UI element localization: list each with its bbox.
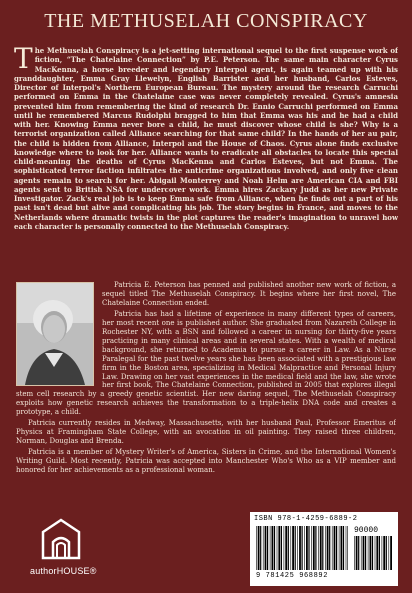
bio-paragraph: Patricia is a member of Mystery Writer's of America, Sisters in Crime, and the International Women's Writing Guild. Most recently, Patricia was accepted into Manchester Who's Who as a VIP member and honored for her achievements as a professional woman. <box>16 448 396 475</box>
barcode-bar <box>376 536 378 570</box>
barcode-bar <box>263 526 264 570</box>
barcode-bar <box>297 526 298 570</box>
barcode-bar <box>372 536 373 570</box>
barcode-bar <box>358 536 359 570</box>
barcode-bar <box>347 526 348 570</box>
price-barcode-bars <box>354 536 392 570</box>
price-code: 90000 <box>354 526 379 535</box>
barcode-bar <box>281 526 282 570</box>
authorhouse-logo-icon <box>41 518 81 560</box>
isbn-barcode <box>250 512 398 586</box>
barcode-bar <box>346 526 347 570</box>
barcode-bar <box>341 526 343 570</box>
barcode-bar <box>313 526 315 570</box>
barcode-bar <box>288 526 289 570</box>
book-title: THE METHUSELAH CONSPIRACY <box>44 10 368 32</box>
barcode-bar <box>278 526 280 570</box>
ean-digits: 9 781425 968892 <box>256 572 329 580</box>
barcode-bar <box>332 526 333 570</box>
barcode-bar <box>356 536 358 570</box>
barcode-bar <box>292 526 294 570</box>
barcode-bar <box>260 526 261 570</box>
barcode-bar <box>320 526 322 570</box>
barcode-bar <box>343 526 344 570</box>
bio-paragraph: Patricia currently resides in Medway, Massachusetts, with her husband Paul, Professor Emeritus of Physics at Framingham State College, with an avocation in oil painting. They raised three children, Norman, Douglas and Brenda. <box>16 419 396 446</box>
author-photo <box>16 282 94 386</box>
barcode-bar <box>368 536 369 570</box>
barcode-bar <box>383 536 385 570</box>
barcode-bar <box>308 526 309 570</box>
bio-paragraph: Patricia has had a lifetime of experience in many different types of careers, her most recent one is published author. She graduated from Nazareth College in Rochester NY, with a BSN and followed a career in nursing for thirty-five years practicing in many clinical areas and in several states. With a wealth of medical background, she returned to Academia to pursue a career in Law. As a Nurse Paralegal for the past twelve years she has been associated with a prestigious law firm in the Boston area, specializing in Medical Malpractice and Personal Injury Law. Drawing on her vast experiences in the medical field and the law, she wrote her first book, The Chatelaine Connection, published in 2005 that explores illegal stem cell research by a greedy genetic scientist. Her new daring sequel, The Methuselah Conspiracy exploits how genetic research achieves the transformation to a triple-helix DNA code and creates a prototype, a child. <box>16 309 396 417</box>
barcode-bars <box>256 526 348 570</box>
barcode-bar <box>267 526 268 570</box>
barcode-bar <box>354 536 355 570</box>
barcode-bar <box>365 536 366 570</box>
barcode-bar <box>258 526 260 570</box>
summary-text: he Methuselah Conspiracy is a jet-setting international sequel to the first suspense work of fiction, “The Chatelaine Connection” by P.E. Peterson. The same main character Cyrus MacKenna, a horse breeder and legendary Interpol agent, is again teamed up with his granddaughter, Emma Gray Llewelyn, English Barrister and her husband, Carlos Esteves, Director of Interpol's Northern European Bureau. The mystery around the research Carruchi performed on Emma in the Chatelaine case was never completely revealed. Cyrus's amnesia prevented him from remembering the kind of research Dr. Ennio Carruchi performed on Emma until he remembered Marcus Rudolphi bragged to him that Emma was his and he had a child with her. Knowing Emma never bore a child, he must discover whose child is she? Why is a terrorist organization called Alliance searching for that same child? In the hands of her au pair, the child is hidden from Alliance, Interpol and the House of Chaos. Cyrus alone finds exclusive knowledge where to look for her. Alliance wants to eradicate all obstacles to locate this special child-meaning the deaths of Cyrus MacKenna and Carlos Esteves, but not Emma. The sophisticated terror faction infiltrates the anticrime organizations involved, and only five clean agents remain to search for her. Abigail Monterrey and Noah Helm are American CIA and FBI agents sent to British NSA for undercover work. Emma hires Zackary Judd as her new Private Investigator. Zack's real job is to keep Emma safe from Alliance, when he finds out a part of his past isn't dead but alive and complicating his job. The story begins in France, and moves to the Netherlands where dramatic twists in the plot captures the reader's imagination to unravel how each character is personally connected to the Methuselah Conspiracy. <box>14 46 398 231</box>
barcode-bar <box>336 526 337 570</box>
barcode-bar <box>265 526 267 570</box>
barcode-bar <box>390 536 392 570</box>
barcode-bar <box>285 526 287 570</box>
barcode-bar <box>256 526 257 570</box>
barcode-bar <box>291 526 292 570</box>
barcode-bar <box>334 526 336 570</box>
barcode-bar <box>327 526 329 570</box>
isbn-label: ISBN 978-1-4259-6889-2 <box>254 515 358 523</box>
barcode-bar <box>270 526 271 570</box>
barcode-bar <box>379 536 380 570</box>
barcode-bar <box>322 526 323 570</box>
bio-paragraph: Patricia E. Peterson has penned and published another new work of fiction, a sequel titled The Methuselah Conspiracy. It begins where her first novel, The Chatelaine Connection ended. <box>102 281 396 307</box>
barcode-bar <box>304 526 305 570</box>
barcode-bar <box>274 526 275 570</box>
barcode-bar <box>329 526 330 570</box>
barcode-bar <box>386 536 387 570</box>
barcode-bar <box>315 526 316 570</box>
author-portrait-icon <box>17 283 93 385</box>
barcode-bar <box>339 526 340 570</box>
barcode-bar <box>311 526 312 570</box>
barcode-bar <box>306 526 308 570</box>
barcode-bar <box>318 526 319 570</box>
barcode-bar <box>361 536 362 570</box>
barcode-bar <box>363 536 365 570</box>
publisher-name: authorHOUSE® <box>30 566 97 576</box>
barcode-bar <box>375 536 376 570</box>
barcode-bar <box>295 526 296 570</box>
summary-dropcap: T <box>14 46 33 75</box>
barcode-bar <box>370 536 372 570</box>
barcode-bar <box>277 526 278 570</box>
barcode-bar <box>302 526 303 570</box>
barcode-bar <box>272 526 274 570</box>
publisher-logo <box>30 518 97 582</box>
barcode-bar <box>299 526 301 570</box>
barcode-bar <box>389 536 390 570</box>
barcode-bar <box>284 526 285 570</box>
barcode-bar <box>325 526 326 570</box>
barcode-bar <box>382 536 383 570</box>
